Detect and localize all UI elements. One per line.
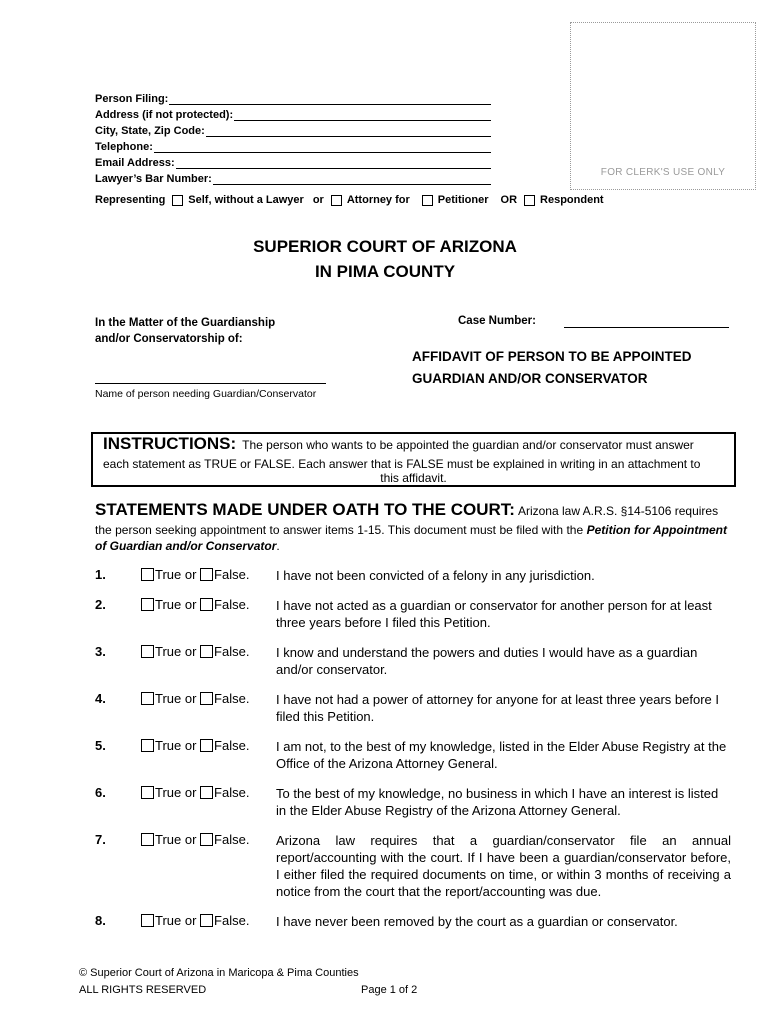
false-checkbox[interactable]	[200, 598, 213, 611]
instructions-line2: each statement as TRUE or FALSE. Each answer that is FALSE must be explained in writing in an attachment to	[103, 457, 701, 471]
true-checkbox[interactable]	[141, 692, 154, 705]
item-text: I am not, to the best of my knowledge, listed in the Elder Abuse Registry at the Office of the Arizona Attorney General.	[276, 739, 727, 771]
true-label: True or	[155, 738, 197, 753]
instructions-box	[91, 432, 736, 487]
court-title-line1: SUPERIOR COURT OF ARIZONA	[253, 237, 517, 256]
email-label: Email Address:	[95, 157, 175, 169]
item-true-false	[141, 785, 249, 800]
attorney-checkbox[interactable]	[331, 195, 342, 206]
case-number-label: Case Number:	[458, 315, 536, 327]
false-checkbox[interactable]	[200, 833, 213, 846]
false-checkbox[interactable]	[200, 914, 213, 927]
true-label: True or	[155, 691, 197, 706]
true-checkbox[interactable]	[141, 786, 154, 799]
petitioner-label: Petitioner	[437, 194, 489, 206]
item-text: I have not had a power of attorney for anyone for at least three years before I filed this Petition.	[276, 692, 719, 724]
false-checkbox[interactable]	[200, 645, 213, 658]
matter-caption	[95, 315, 275, 347]
true-checkbox[interactable]	[141, 598, 154, 611]
statements-body-text: the person seeking appointment to answer items 1-15. This document must be filed with the	[95, 523, 584, 537]
item-text: I have not been convicted of a felony in any jurisdiction.	[276, 568, 595, 583]
person-filing-label: Person Filing:	[95, 93, 169, 105]
false-label: False.	[214, 567, 250, 582]
true-label: True or	[155, 913, 197, 928]
representing-row	[95, 194, 715, 206]
false-label: False.	[214, 738, 250, 753]
item-number: 6.	[95, 785, 106, 800]
statements-body-end: .	[276, 539, 280, 553]
person-name-line[interactable]	[95, 383, 326, 384]
false-checkbox[interactable]	[200, 568, 213, 581]
true-label: True or	[155, 567, 197, 582]
item-text: I have not acted as a guardian or conservator for another person for at least three years before I filed this Petition.	[276, 598, 712, 630]
true-label: True or	[155, 597, 197, 612]
item-true-false	[141, 597, 249, 612]
true-checkbox[interactable]	[141, 833, 154, 846]
telephone-field[interactable]	[95, 137, 491, 153]
attorney-label: Attorney for	[346, 194, 410, 206]
or-label: or	[312, 194, 324, 206]
false-label: False.	[214, 691, 250, 706]
bar-number-label: Lawyer’s Bar Number:	[95, 173, 212, 185]
affidavit-title-line2: GUARDIAN AND/OR CONSERVATOR	[412, 371, 648, 386]
statements-colon: :	[509, 500, 515, 519]
item-true-false	[141, 567, 249, 582]
affidavit-title	[412, 346, 692, 390]
or-label-2: OR	[500, 194, 518, 206]
item-number: 2.	[95, 597, 106, 612]
bar-number-field[interactable]	[95, 169, 491, 185]
petitioner-checkbox[interactable]	[422, 195, 433, 206]
city-state-zip-field[interactable]	[95, 121, 491, 137]
affidavit-title-line1: AFFIDAVIT OF PERSON TO BE APPOINTED	[412, 349, 692, 364]
statements-body	[95, 522, 727, 554]
footer-copyright: © Superior Court of Arizona in Maricopa & Pima Counties	[79, 967, 359, 979]
matter-line1: In the Matter of the Guardianship	[95, 317, 276, 329]
representing-label: Representing	[95, 194, 166, 206]
false-label: False.	[214, 785, 250, 800]
telephone-line	[154, 141, 491, 153]
self-label: Self, without a Lawyer	[188, 194, 304, 206]
item-true-false	[141, 832, 249, 847]
item-number: 4.	[95, 691, 106, 706]
statements-heading	[95, 500, 735, 520]
person-name-label: Name of person needing Guardian/Conservator	[95, 388, 317, 400]
address-field[interactable]	[95, 105, 491, 121]
person-filing-field[interactable]	[95, 89, 491, 105]
petition-title: Petition for Appointment of Guardian and/or Conservator	[95, 523, 727, 553]
false-label: False.	[214, 644, 250, 659]
item-text: I have never been removed by the court as a guardian or conservator.	[276, 914, 678, 929]
address-label: Address (if not protected):	[95, 109, 234, 121]
true-label: True or	[155, 785, 197, 800]
city-state-zip-line	[206, 125, 491, 137]
email-field[interactable]	[95, 153, 491, 169]
false-checkbox[interactable]	[200, 739, 213, 752]
true-checkbox[interactable]	[141, 914, 154, 927]
telephone-label: Telephone:	[95, 141, 153, 153]
false-checkbox[interactable]	[200, 692, 213, 705]
item-number: 3.	[95, 644, 106, 659]
true-label: True or	[155, 644, 197, 659]
true-checkbox[interactable]	[141, 568, 154, 581]
false-checkbox[interactable]	[200, 786, 213, 799]
item-true-false	[141, 738, 249, 753]
item-number: 1.	[95, 567, 106, 582]
true-checkbox[interactable]	[141, 645, 154, 658]
statements-statute: Arizona law A.R.S. §14-5106 requires	[517, 504, 719, 518]
item-text: Arizona law requires that a guardian/conservator file an annual report/accounting with the court. If I have been a guardian/conservator before, I either filed the required documents on time, or within 3 months of receiving a notice from the court that the report/accounting was due.	[276, 833, 731, 899]
page-number: Page 1 of 2	[361, 984, 418, 996]
city-state-zip-label: City, State, Zip Code:	[95, 125, 205, 137]
true-label: True or	[155, 832, 197, 847]
false-label: False.	[214, 832, 250, 847]
item-text: I know and understand the powers and duties I would have as a guardian and/or conservator.	[276, 645, 698, 677]
statements-title: STATEMENTS MADE UNDER OATH TO THE COURT	[95, 500, 510, 519]
instructions-heading: INSTRUCTIONS:	[103, 434, 237, 453]
instructions-line1: The person who wants to be appointed the guardian and/or conservator must answer	[242, 438, 694, 452]
item-true-false	[141, 644, 249, 659]
item-text: To the best of my knowledge, no business in which I have an interest is listed in the Elder Abuse Registry of the Arizona Attorney General.	[276, 786, 719, 818]
instructions-line3: this affidavit.	[380, 471, 447, 485]
item-number: 5.	[95, 738, 106, 753]
clerk-use-label: FOR CLERK'S USE ONLY	[600, 167, 726, 178]
item-number: 8.	[95, 913, 106, 928]
respondent-label: Respondent	[540, 194, 604, 206]
item-true-false	[141, 913, 249, 928]
email-line	[176, 157, 491, 169]
respondent-checkbox[interactable]	[524, 195, 535, 206]
bar-number-line	[213, 173, 491, 185]
person-filing-line	[169, 93, 491, 105]
clerk-use-box	[570, 22, 756, 190]
item-true-false	[141, 691, 249, 706]
true-checkbox[interactable]	[141, 739, 154, 752]
self-checkbox[interactable]	[172, 195, 183, 206]
false-label: False.	[214, 913, 250, 928]
footer-rights: ALL RIGHTS RESERVED	[79, 984, 207, 996]
false-label: False.	[214, 597, 250, 612]
court-title-line2: IN PIMA COUNTY	[314, 262, 456, 281]
case-number-line[interactable]	[564, 327, 729, 328]
matter-line2: and/or Conservatorship of:	[95, 333, 243, 345]
address-line	[234, 109, 491, 121]
item-number: 7.	[95, 832, 106, 847]
